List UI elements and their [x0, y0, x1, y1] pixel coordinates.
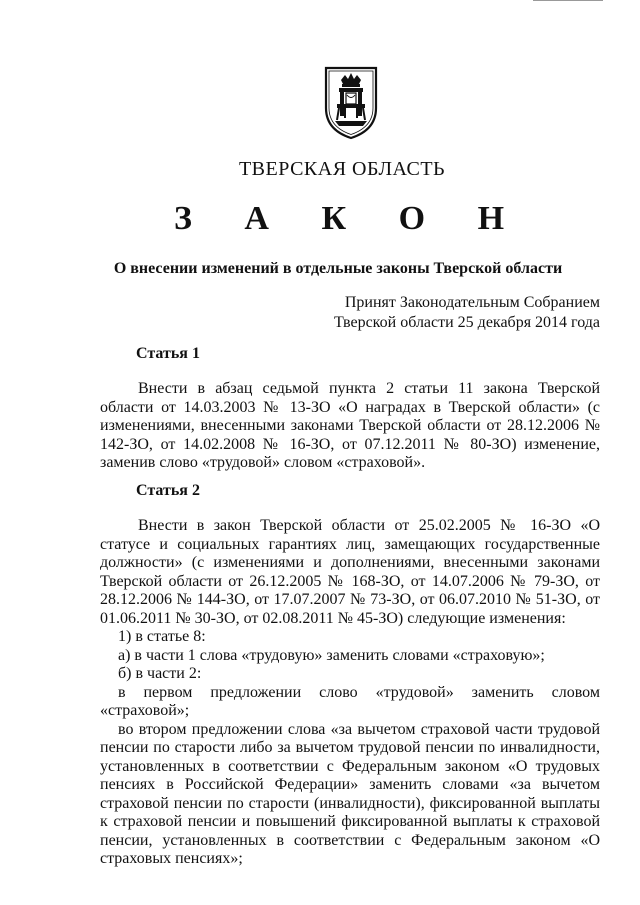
law-title: З А К О Н — [173, 200, 527, 237]
article-1-heading: Статья 1 — [136, 345, 200, 362]
article-2-item-1: 1) в статье 8: — [118, 628, 206, 645]
article-2-item-b: б) в части 2: — [118, 665, 202, 682]
article-1-text: Внести в абзац седьмой пункта 2 статьи 11 закона Тверской области от 14.03.2003 № 13-ЗО «О наградах в Тверской области» (с изменениями, внесенными законами Тверской области от 28.12.2006 № 142-ЗО, от 14.02.2008 № 16-ЗО, от 07.12.2011 № 80-ЗО) изменение, заменив слово «трудовой» словом «страховой». — [100, 380, 600, 471]
article-2-second-sentence: во втором предложении слова «за вычетом страховой части трудовой пенсии по старости либо за вычетом трудовой пенсии по инвалидности, установленных в соответствии с Федеральным законом «О трудовых пенсиях в Российской Федерации» заменить словами «за вычетом страховой пенсии по старости (инвалидности), фиксированной выплаты к страховой пенсии и повышений фиксированной выплаты к страховой пенсии, установленных в соответствии с Федеральным законом «О страховых пенсиях»; — [100, 720, 600, 867]
law-subject: О внесении изменений в отдельные законы Тверской области — [113, 260, 563, 277]
article-2-body — [100, 517, 600, 869]
article-2-first-sentence-line-2: «страховой»; — [100, 702, 190, 719]
article-2-first-sentence-line-1: в первом предложении слово «трудовой» заменить словом — [118, 683, 600, 701]
article-2-heading: Статья 2 — [136, 482, 200, 499]
adoption-note-line-2: Тверской области 25 декабря 2014 года — [334, 314, 600, 331]
article-2-intro: Внести в закон Тверской области от 25.02.2005 № 16-ЗО «О статусе и социальных гарантиях лиц, замещающих государственные должности» (с изменениями и дополнениями, внесенными законами Тверской области от 26.12.2005 № 168-ЗО, от 14.07.2006 № 79-ЗО, от 28.12.2006 № 144-ЗО, от 17.07.2007 № 73-ЗО, от 06.07.2010 № 51-ЗО, от 01.06.2011 № 30-ЗО, от 02.08.2011 № 45-ЗО) следующие изменения: — [100, 517, 600, 627]
adoption-note-line-1: Принят Законодательным Собранием — [344, 294, 600, 311]
region-name: ТВЕРСКАЯ ОБЛАСТЬ — [238, 158, 446, 180]
coat-of-arms-icon — [323, 66, 379, 140]
article-2-item-a: а) в части 1 слова «трудовую» заменить словами «страховую»; — [118, 646, 545, 664]
article-1-body — [100, 380, 600, 473]
adoption-note — [334, 293, 600, 333]
scan-edge-line — [533, 0, 603, 1]
